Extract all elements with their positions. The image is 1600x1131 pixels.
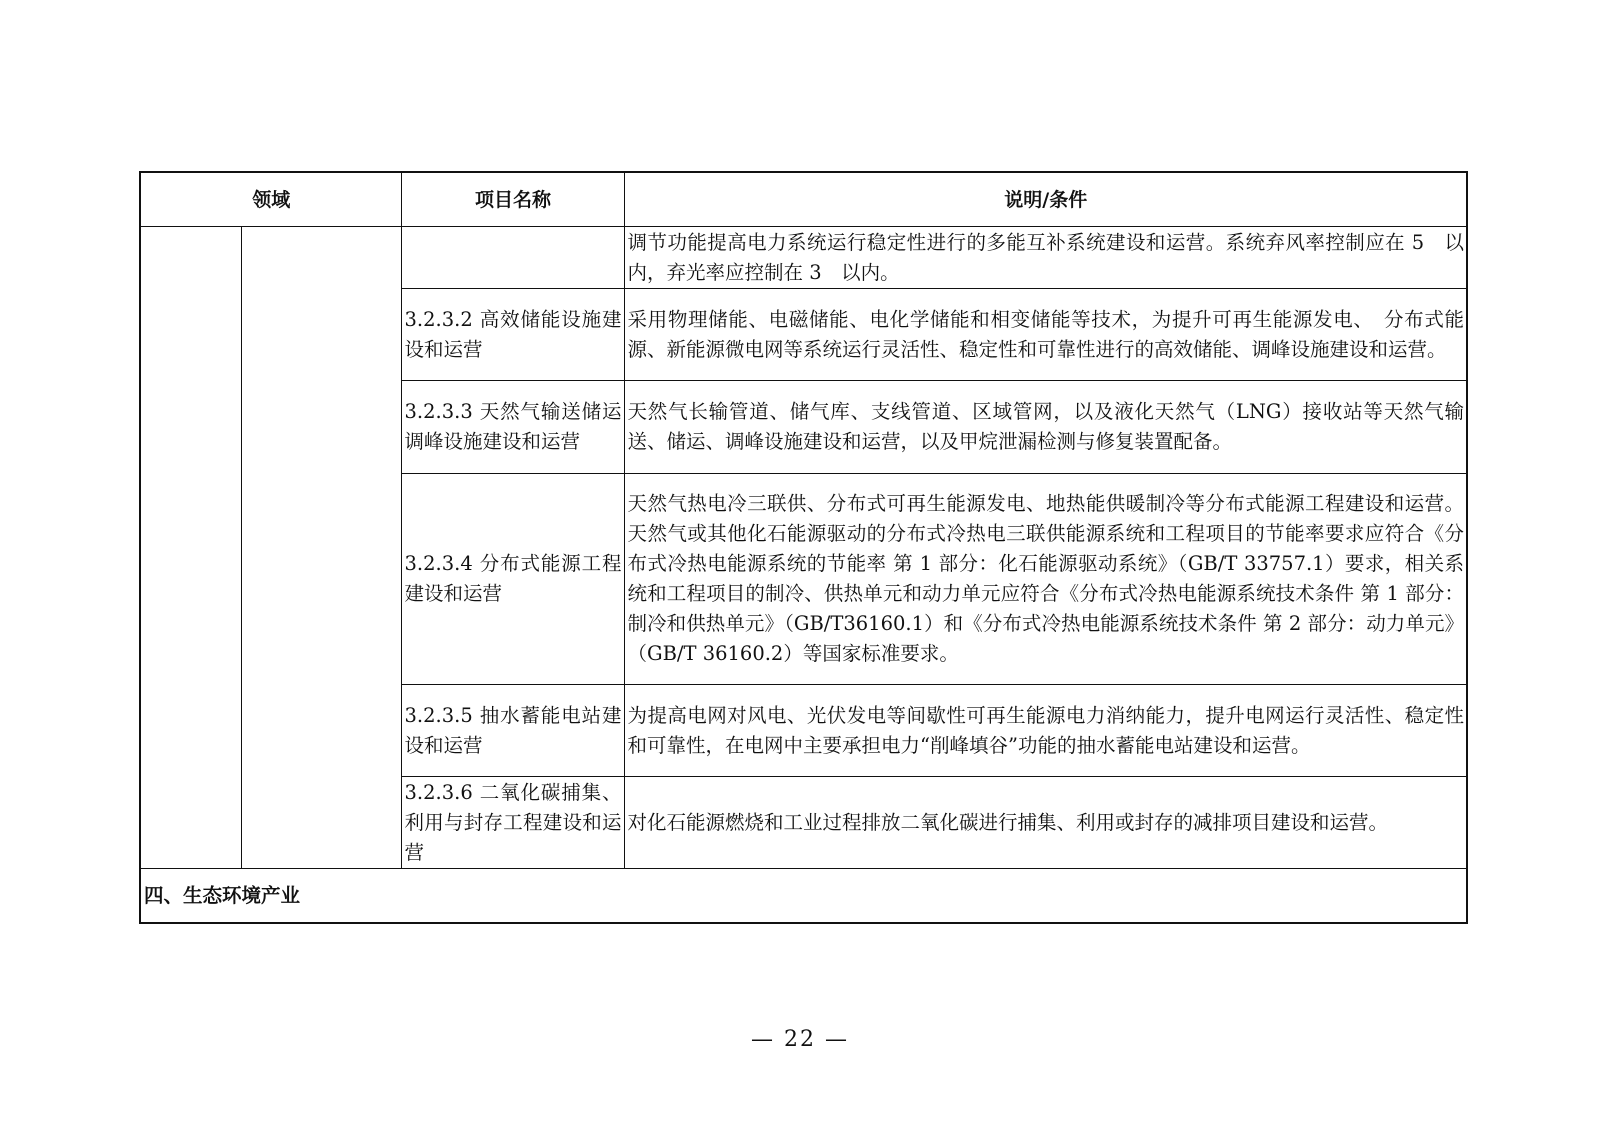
table-header-row	[140, 172, 1467, 227]
header-project: 项目名称	[401, 172, 624, 227]
header-field: 领域	[140, 172, 401, 227]
project-cell: 3.2.3.3 天然气输送储运调峰设施建设和运营	[401, 381, 624, 474]
description-cell: 天然气长输管道、储气库、支线管道、区域管网，以及液化天然气（LNG）接收站等天然气输送、储运、调峰设施建设和运营，以及甲烷泄漏检测与修复装置配备。	[624, 381, 1467, 474]
description-cell: 天然气热电冷三联供、分布式可再生能源发电、地热能供暖制冷等分布式能源工程建设和运营。天然气或其他化石能源驱动的分布式冷热电三联供能源系统和工程项目的节能率要求应符合《分布式冷热电能源系统的节能率 第 1 部分：化石能源驱动系统》（GB/T 33757.1）要求，相关系统和工程项目的制冷、供热单元和动力单元应符合《分布式冷热电能源系统技术条件 第 1 部分：制冷和供热单元》（GB/T36160.1）和《分布式冷热电能源系统技术条件 第 2 部分：动力单元》（GB/T 36160.2）等国家标准要求。	[624, 474, 1467, 685]
field-cell-level1	[140, 227, 241, 869]
project-cell: 3.2.3.2 高效储能设施建设和运营	[401, 289, 624, 381]
section-row	[140, 869, 1467, 924]
header-description: 说明/条件	[624, 172, 1467, 227]
table-row	[140, 227, 1467, 289]
project-cell: 3.2.3.4 分布式能源工程建设和运营	[401, 474, 624, 685]
project-cell: 3.2.3.6 二氧化碳捕集、利用与封存工程建设和运营	[401, 777, 624, 869]
description-cell: 为提高电网对风电、光伏发电等间歇性可再生能源电力消纳能力，提升电网运行灵活性、稳定性和可靠性，在电网中主要承担电力“削峰填谷”功能的抽水蓄能电站建设和运营。	[624, 685, 1467, 777]
page-number: — 22 —	[751, 1027, 849, 1052]
project-cell: 3.2.3.5 抽水蓄能电站建设和运营	[401, 685, 624, 777]
project-cell	[401, 227, 624, 289]
description-cell: 对化石能源燃烧和工业过程排放二氧化碳进行捕集、利用或封存的减排项目建设和运营。	[624, 777, 1467, 869]
section-title: 四、生态环境产业	[140, 869, 1467, 924]
description-cell: 调节功能提高电力系统运行稳定性进行的多能互补系统建设和运营。系统弃风率控制应在 5 以内，弃光率应控制在 3 以内。	[624, 227, 1467, 289]
field-cell-level2	[241, 227, 401, 869]
catalog-table	[139, 171, 1468, 924]
description-cell: 采用物理储能、电磁储能、电化学储能和相变储能等技术，为提升可再生能源发电、 分布式能源、新能源微电网等系统运行灵活性、稳定性和可靠性进行的高效储能、调峰设施建设和运营。	[624, 289, 1467, 381]
